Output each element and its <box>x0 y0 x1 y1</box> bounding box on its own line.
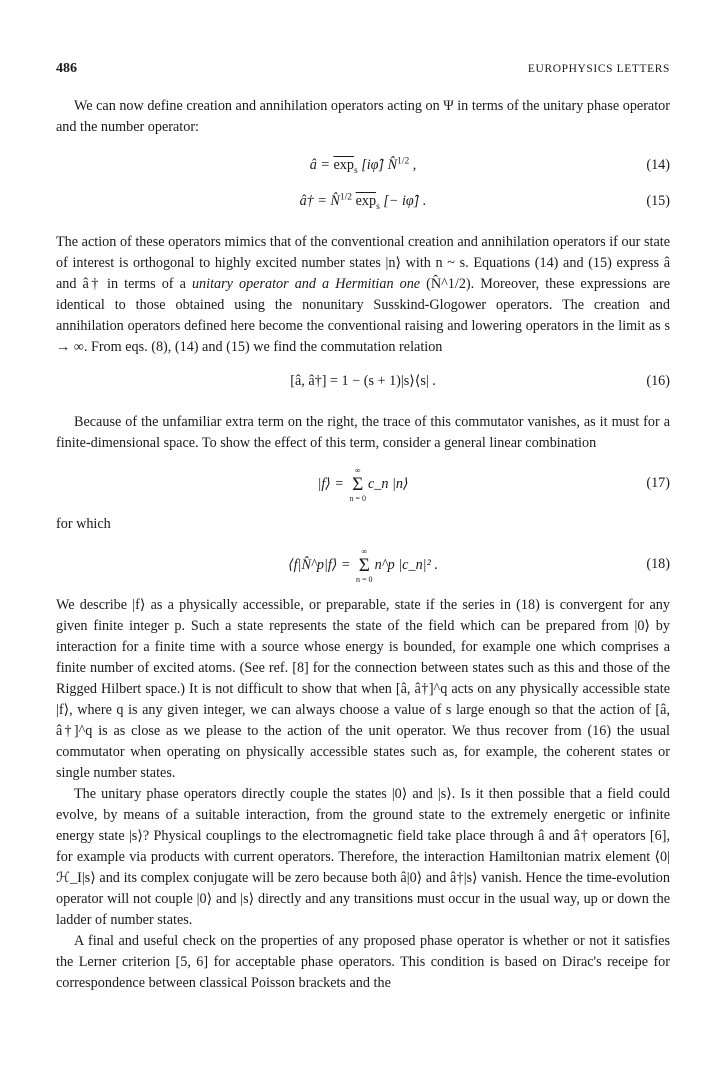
equation-15-formula: â† = N̂$^{1/2}$ $\overline{exp}_s$ [− iφ̂] . <box>299 192 427 212</box>
equation-18-formula: ⟨f|N̂^p|f⟩ = ∞ Σ n = 0 n^p |c_n|² . <box>288 547 438 584</box>
text-for-which: for which <box>56 516 111 532</box>
equation-17 <box>56 466 670 503</box>
page-header <box>56 58 670 78</box>
equation-14-number: (14) <box>646 157 670 173</box>
equation-16-formula: [â, â†] = 1 − (s + 1)|s⟩⟨s| . <box>290 373 436 389</box>
paragraph-coupling: The unitary phase operators directly couple the states |0⟩ and |s⟩. Is it then possible that a field could evolve, by means of a suitable interaction, from the ground state to the extremely energetic or infinite energy state |s⟩? Physical couplings to the electromagnetic field take place through â and â† operators [6], for example via products with current operators. Therefore, the interaction Hamiltonian matrix element ⟨0|ℋ_I|s⟩ and its complex conjugate will be zero because both â|0⟩ and â†|s⟩ vanish. Hence the time-evolution operator will not couple |0⟩ and |s⟩ directly and any transitions must occur in the usual way, up or down the ladder of number states. <box>56 786 670 928</box>
equation-17-number: (17) <box>646 475 670 491</box>
paragraph-trace: Because of the unfamiliar extra term on the right, the trace of this commutator vanishes, as it must for a finite-dimensional space. To show the effect of this term, consider a general linear combination <box>56 414 670 451</box>
paragraph-lerner: A final and useful check on the properties of any proposed phase operator is whether or not it satisfies the Lerner criterion [5, 6] for acceptable phase operators. This condition is based on Dirac's receipe for correspondence between classical Poisson brackets and the <box>56 933 670 991</box>
equation-18 <box>56 547 670 584</box>
page-number: 486 <box>56 61 77 76</box>
equation-15 <box>56 190 670 212</box>
equation-17-formula: |f⟩ = ∞ Σ n = 0 c_n |n⟩ <box>317 466 409 503</box>
equation-18-number: (18) <box>646 556 670 572</box>
equation-16-number: (16) <box>646 373 670 389</box>
summation-symbol: ∞ Σ n = 0 <box>356 547 373 584</box>
paragraph-operators: The action of these operators mimics that of the conventional creation and annihilation operators if our state of interest is orthogonal to highly excited number states |n⟩ with n ~ s. Equations (14) and (15) express â and â† in terms of a unitary operator and a Hermitian one (N̂^1/2). Moreover, these expressions are identical to those obtained using the nonunitary Susskind-Glogower operators. The creation and annihilation operators defined here become the conventional raising and lowering operators in the limit as s → ∞. From eqs. (8), (14) and (15) we find the commutation relation <box>56 234 671 355</box>
equation-15-number: (15) <box>646 193 670 209</box>
summation-symbol: ∞ Σ n = 0 <box>349 466 366 503</box>
equation-14-formula: â = $\overline{exp}_s$ [iφ̂] N̂$^{1/2}$ , <box>309 156 417 176</box>
paragraph-accessible-states: We describe |f⟩ as a physically accessible, or preparable, state if the series in (18) is convergent for any given finite integer p. Such a state represents the state of the field which can be prepared from |0⟩ by interaction for a finite time with a source whose energy is bounded, for example one which comprises a finite number of excited atoms. (See ref. [8] for the connection between states such as this and those of the Rigged Hilbert space.) It is not difficult to show that when [â, â†]^q acts on any physically accessible state |f⟩, where q is any given integer, we can always choose a value of s large enough so that the action of [â, â†]^q is as close as we please to the action of the unit operator. We thus recover from (16) the usual commutator when operating on physically accessible states such as, for example, the coherent states or single number states. <box>56 597 670 781</box>
equation-16 <box>56 370 670 392</box>
running-title: EUROPHYSICS LETTERS <box>527 63 670 75</box>
paragraph-intro: We can now define creation and annihilation operators acting on Ψ in terms of the unitary phase operator and the number operator: <box>56 98 670 135</box>
equation-14 <box>56 154 670 176</box>
body-text <box>56 96 670 994</box>
